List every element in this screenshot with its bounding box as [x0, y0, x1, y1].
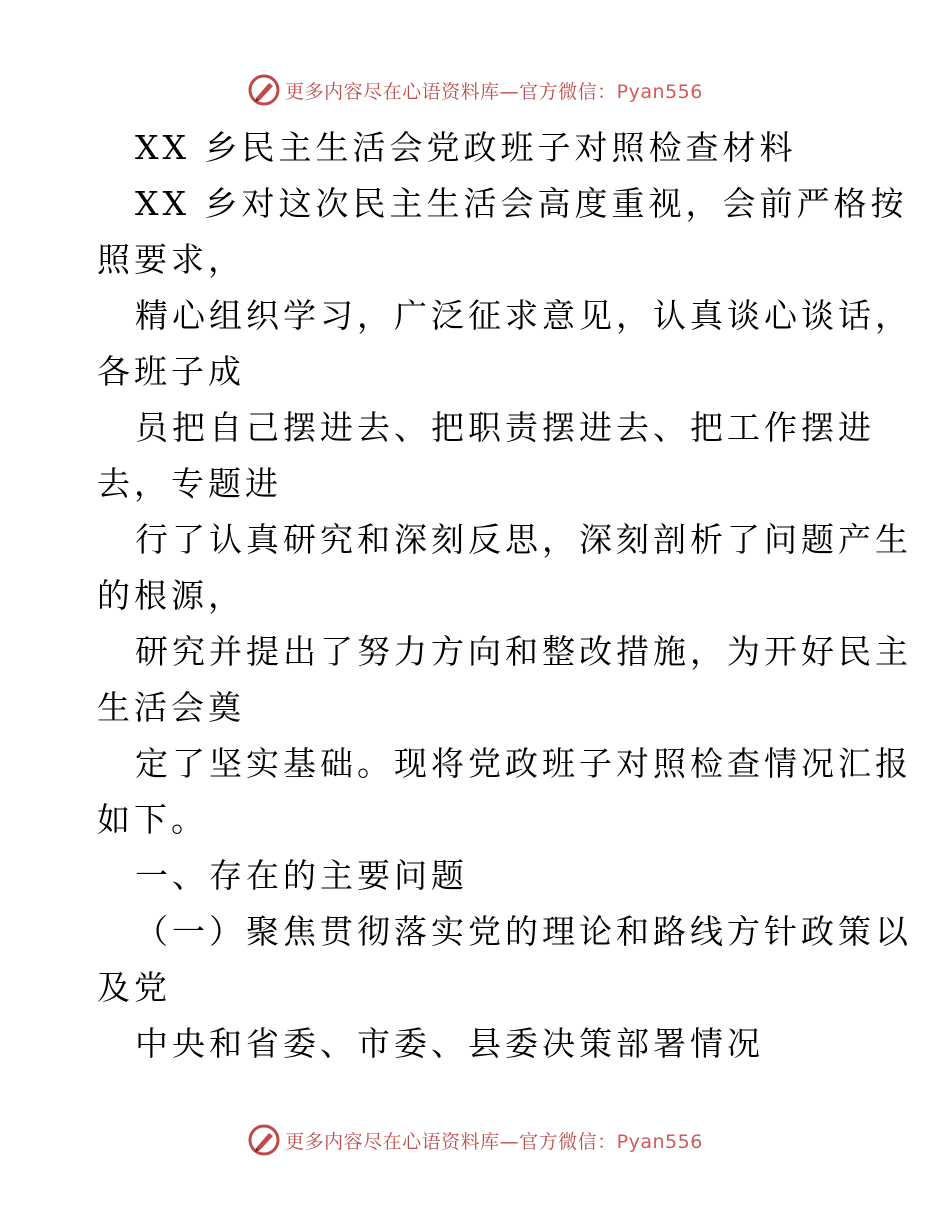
text-line: 中央和省委、市委、县委决策部署情况: [135, 1024, 764, 1063]
watermark-text: 更多内容尽在心语资料库—官方微信：Pyan556: [285, 1130, 703, 1153]
document-body: [97, 120, 912, 1072]
text-line: 生活会奠: [97, 688, 245, 727]
text-line: 去，专题进: [97, 464, 282, 503]
text-line: 及党: [97, 968, 171, 1007]
text-line: 照要求，: [97, 240, 245, 279]
watermark-text: 更多内容尽在心语资料库—官方微信：Pyan556: [285, 80, 703, 103]
text-line: 精心组织学习，广泛征求意见，认真谈心谈话，: [135, 296, 912, 335]
text-line: 行了认真研究和深刻反思，深刻剖析了问题产生: [135, 520, 912, 559]
watermark-footer: [0, 1122, 950, 1158]
watermark-header: [0, 72, 950, 108]
text-line: XX 乡民主生活会党政班子对照检查材料: [135, 128, 797, 167]
text-line: 的根源，: [97, 576, 245, 615]
text-line: 各班子成: [97, 352, 245, 391]
text-line: 员把自己摆进去、把职责摆进去、把工作摆进: [135, 408, 875, 447]
pen-logo-icon: [247, 73, 281, 107]
text-line: 研究并提出了努力方向和整改措施，为开好民主: [135, 632, 912, 671]
text-line: 如下。: [97, 800, 208, 839]
text-line: 定了坚实基础。现将党政班子对照检查情况汇报: [135, 744, 912, 783]
text-line: XX 乡对这次民主生活会高度重视，会前严格按: [135, 184, 908, 223]
text-line: （一）聚焦贯彻落实党的理论和路线方针政策以: [135, 912, 912, 951]
text-line: 一、存在的主要问题: [135, 856, 468, 895]
pen-logo-icon: [247, 1123, 281, 1157]
